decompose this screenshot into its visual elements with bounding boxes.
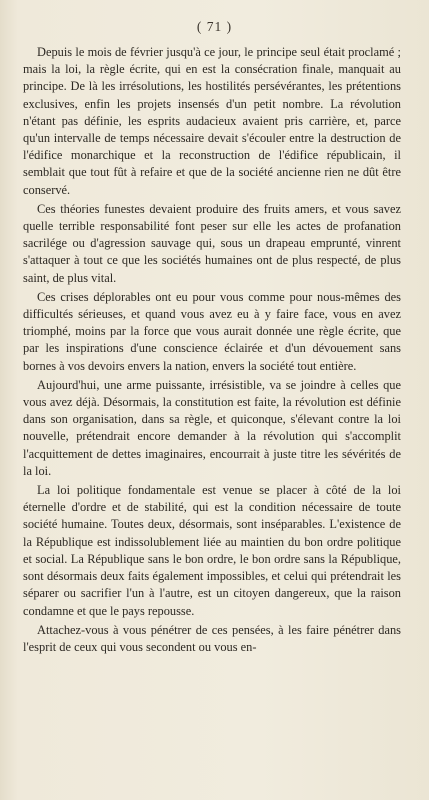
paragraph-3: Ces crises déplorables ont eu pour vous comme pour nous-mêmes des difficultés sérieuses, et quand vous avez eu à y faire face, vous en avez triomphé, moins par la force que vous aurait donnée une règle écrite, que par les inspirations d'une conscience éclairée et d'un dévouement sans bornes à vos devoirs envers la nation, envers la société tout entière.: [23, 289, 401, 373]
body-text: [23, 44, 401, 658]
paragraph-6: Attachez-vous à vous pénétrer de ces pensées, à les faire pénétrer dans l'esprit de ceux qui vous secondent ou vous en-: [23, 622, 401, 654]
paragraph-5: La loi politique fondamentale est venue se placer à côté de la loi éternelle d'ordre et de stabilité, qui est la condition nécessaire de toute société humaine. Toutes deux, désormais, sont inséparables. L'existence de la République est indissolublement liée au maintien du bon ordre politique et social. La République sans le bon ordre, le bon ordre sans la République, sont désormais deux faits également impossibles, et celui qui prétendrait les séparer ou sacrifier l'un à l'autre, est un citoyen dangereux, que la raison condamne et que le pays repousse.: [23, 483, 401, 618]
paragraph-4: Aujourd'hui, une arme puissante, irrésistible, va se joindre à celles que vous avez déjà. Désormais, la constitution est faite, la révolution est définie dans son organisation, dans sa règle, et quiconque, s'élevant contre la loi nouvelle, prétendrait encore demander à la révolution qui s'accomplit l'acquittement de dettes imaginaires, encourrait à juste titre les sévérités de la loi.: [23, 377, 401, 478]
paragraph-2: Ces théories funestes devaient produire des fruits amers, et vous savez quelle terrible responsabilité font peser sur elle les actes de profanation sacrilége ou d'agression sauvage qui, sous un drapeau emprunté, vinrent s'attaquer à tout ce que les sociétés humaines ont de plus respecté, de plus saint, de plus vital.: [23, 201, 401, 285]
paragraph-1: Depuis le mois de février jusqu'à ce jour, le principe seul était proclamé ; mais la loi, la règle écrite, qui en est la consécration finale, manquait au principe. De là les irrésolutions, les hostilités persévérantes, les prétentions exclusives, enfin les projets insensés d'un petit nombre. La révolution n'étant pas définie, les esprits audacieux avaient pris carrière, et, parce qu'un intervalle de temps nécessaire devait s'écouler entre la destruction de l'édifice monarchique et la reconstruction de l'édifice républicain, il semblait que tout fût à refaire et que de la société ancienne rien ne dût être conservé.: [23, 45, 401, 197]
page-number: ( 71 ): [196, 19, 233, 34]
